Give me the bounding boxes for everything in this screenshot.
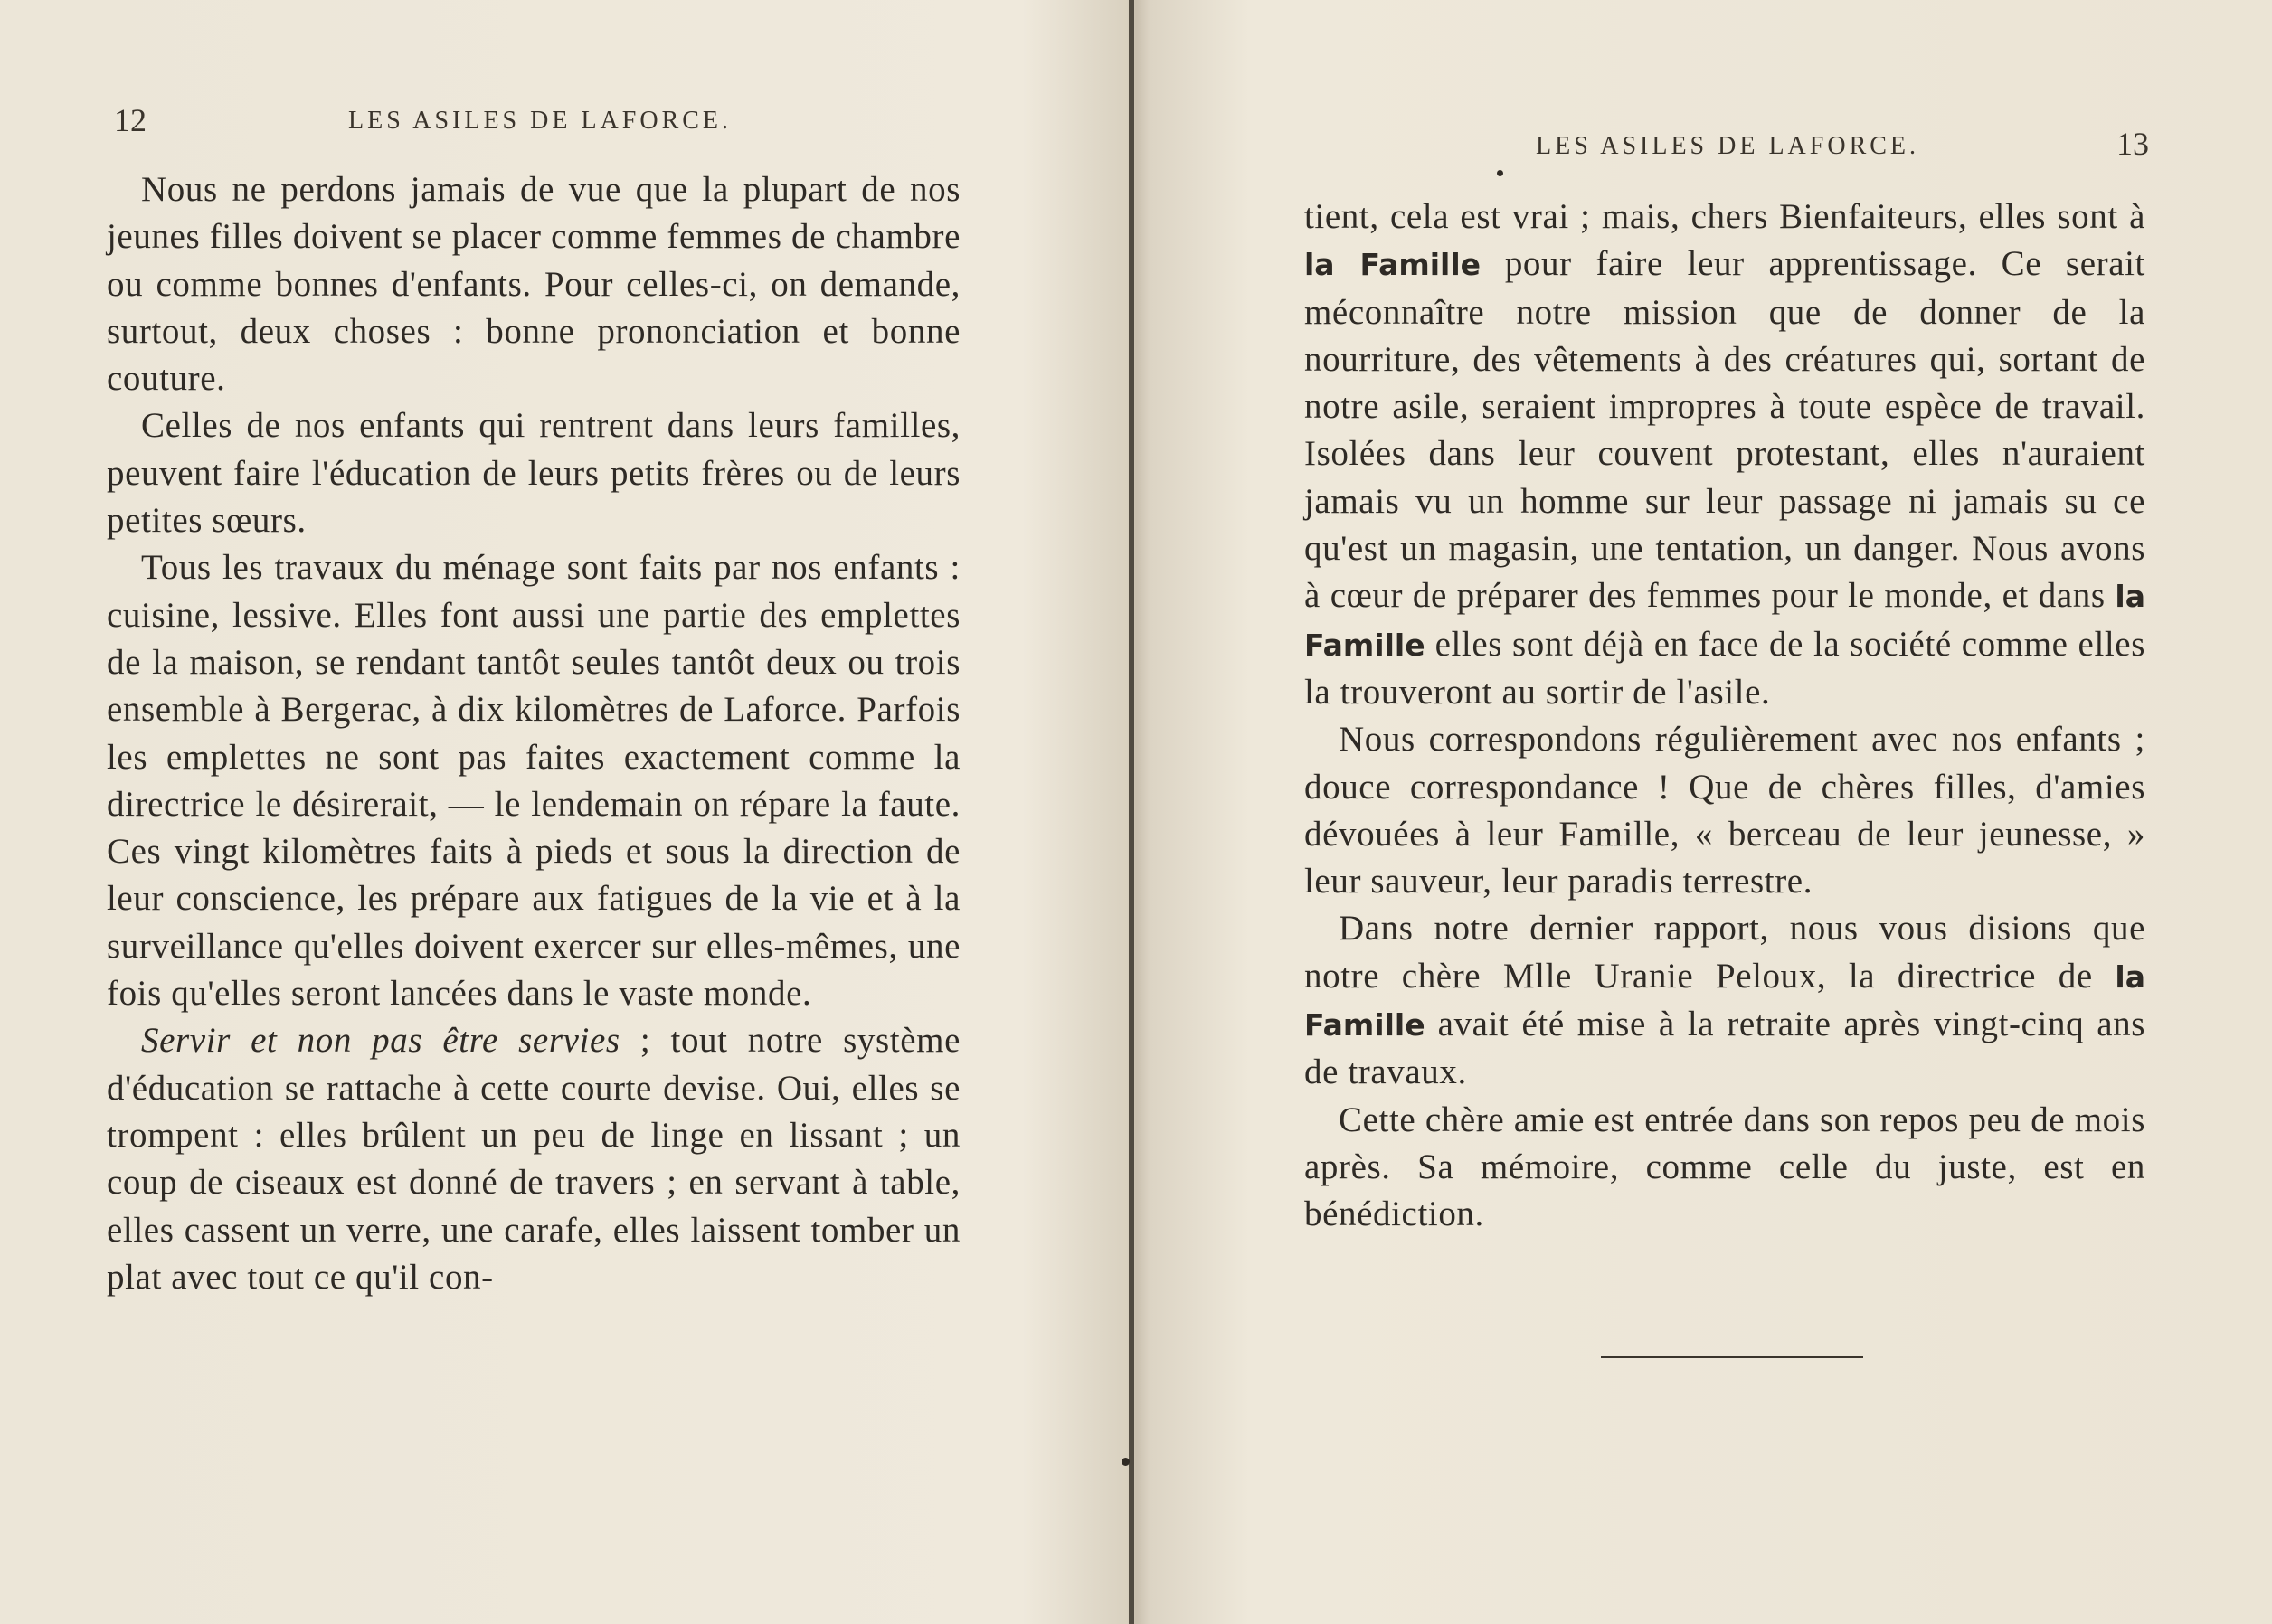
text-run: tient, cela est vrai ; mais, chers Bienfaiteurs, elles sont à <box>1304 197 2145 236</box>
la-famille-bold: la Famille <box>1304 579 2146 663</box>
motto-italic: Servir et non pas être servies <box>141 1021 620 1061</box>
book-gutter <box>1129 0 1134 1624</box>
printers-mark-dot <box>1497 170 1503 176</box>
paragraph: Nous ne perdons jamais de vue que la plupart de nos jeunes filles doivent se placer comme femmes de chambre ou comme bonnes d'enfants. Pour celles-ci, on demande, surtout, deux choses : bonne prononciation et bonne couture. <box>107 170 961 399</box>
motto-paragraph-text: ; tout notre système d'éducation se rattache à cette courte devise. Oui, elles se trompent : elles brûlent un peu de linge en lissant ; un coup de ciseaux est donné de travers ; en servant à table, elles cassent un verre, une carafe, elles laissent tomber un plat avec tout ce qu'il con- <box>107 1021 961 1297</box>
paragraph-continued <box>1304 194 2145 716</box>
printers-mark-dot <box>1122 1458 1130 1466</box>
text-run: elles sont déjà en face de la société comme elles la trouveront au sortir de l'asile. <box>1304 624 2145 712</box>
right-page <box>1136 0 2272 1624</box>
paragraph <box>1304 905 2145 1096</box>
paragraph-motto <box>107 1017 961 1301</box>
page-number-right: 13 <box>2116 126 2149 162</box>
la-famille-bold: la Famille <box>1304 958 2145 1043</box>
paragraph: Cette chère amie est entrée dans son repos peu de mois après. Sa mémoire, comme celle du juste, est en bénédiction. <box>1304 1100 2145 1234</box>
paragraph: Celles de nos enfants qui rentrent dans leurs familles, peuvent faire l'éducation de leurs petits frères ou de leurs petites sœurs. <box>107 406 961 541</box>
la-famille-bold: la Famille <box>1304 247 1482 283</box>
text-run: avait été mise à la retraite après vingt-cinq ans de travaux. <box>1304 1005 2146 1092</box>
right-page-body <box>1304 194 2145 1239</box>
text-run: Dans notre dernier rapport, nous vous disions que notre chère Mlle Uranie Peloux, la directrice de <box>1304 909 2145 996</box>
running-head-right: LES ASILES DE LAFORCE. <box>1536 132 1920 160</box>
paragraph: Tous les travaux du ménage sont faits par nos enfants : cuisine, lessive. Elles font aussi une partie des emplettes de la maison, se rendant tantôt seules tantôt deux ou trois ensemble à Bergerac, à dix kilomètres de Laforce. Parfois les emplettes ne sont pas faites exactement comme la directrice le désirerait, — le lendemain on répare la faute. Ces vingt kilomètres faits à pieds et sous la direction de leur conscience, les prépare aux fatigues de la vie et à la surveillance qu'elles doivent exercer sur elles-mêmes, une fois qu'elles seront lancées dans le vaste monde. <box>107 548 961 1014</box>
page-number-left: 12 <box>114 102 147 138</box>
end-rule <box>1601 1356 1863 1358</box>
paragraph: Nous correspondons régulièrement avec nos enfants ; douce correspondance ! Que de chères filles, d'amies dévouées à leur Famille, « berceau de leur jeunesse, » leur sauveur, leur paradis terrestre. <box>1304 720 2145 902</box>
text-run: pour faire leur apprentissage. Ce serait méconnaître notre mission que de donner de la nourriture, des vêtements à des créatures qui, sortant de notre asile, seraient impropres à toute espèce de travail. Isolées dans leur couvent protestant, elles n'auraient jamais vu un homme sur leur passage ni jamais su ce qu'est un magasin, une tentation, un danger. Nous avons à cœur de préparer des femmes pour le monde, et dans <box>1304 244 2145 616</box>
left-page-body <box>107 166 961 1301</box>
running-head-left: LES ASILES DE LAFORCE. <box>348 107 733 135</box>
left-page <box>0 0 1129 1624</box>
